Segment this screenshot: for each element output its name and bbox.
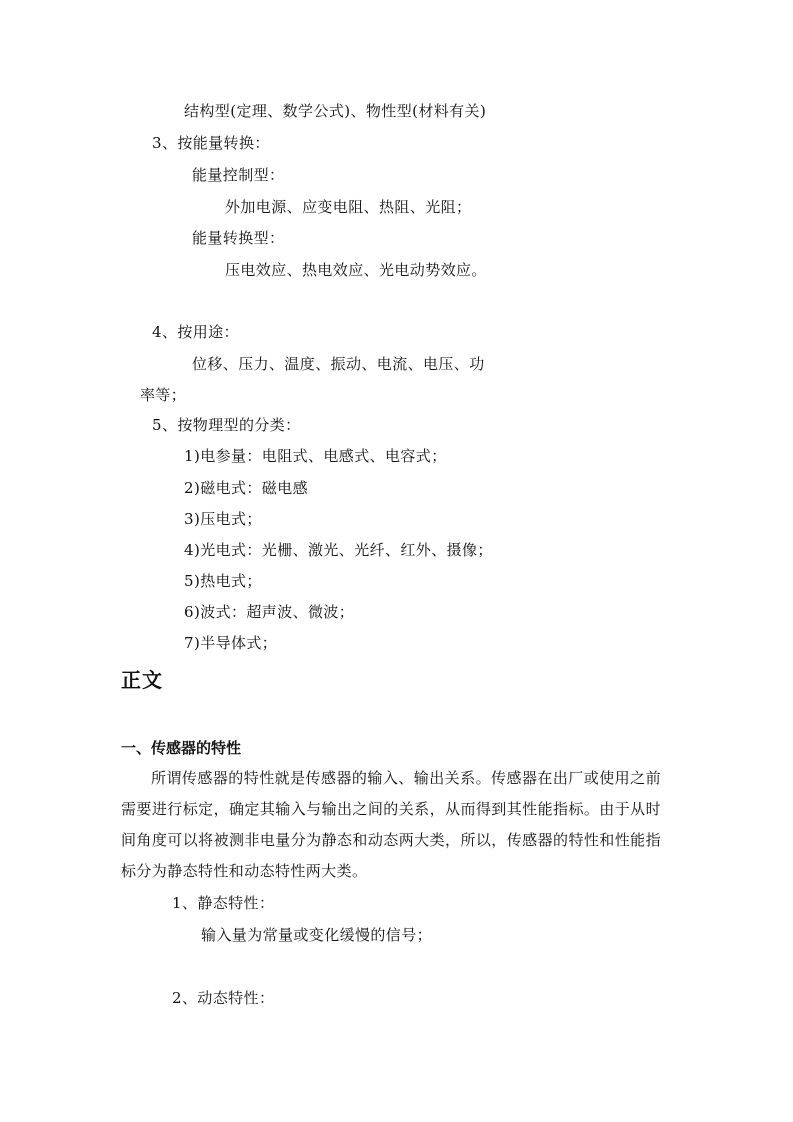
dynamic-characteristics-heading: 2、动态特性： xyxy=(172,989,275,1007)
energy-convert-label: 能量转换型： xyxy=(192,229,285,247)
use-items-line-2: 率等； xyxy=(140,386,187,404)
energy-control-label: 能量控制型： xyxy=(192,166,285,184)
static-characteristics-heading: 1、静态特性： xyxy=(172,894,275,912)
physics-item-2: 2)磁电式：磁电感 xyxy=(184,479,308,497)
section-title: 一、传感器的特性 xyxy=(121,739,242,757)
by-physics-heading: 5、按物理型的分类： xyxy=(152,416,301,434)
energy-conversion-heading: 3、按能量转换： xyxy=(152,134,270,152)
physics-item-7: 7)半导体式； xyxy=(184,634,278,652)
structural-type-line: 结构型(定理、数学公式)、物性型(材料有关) xyxy=(184,102,487,120)
physics-item-6: 6)波式：超声波、微波； xyxy=(184,603,355,621)
section-paragraph: 所谓传感器的特性就是传感器的输入、输出关系。传感器在出厂或使用之前需要进行标定，确定其输入与输出之间的关系，从而得到其性能指标。由于从时间角度可以将被测非电量分为静态和动态两大类，所以，传感器的特性和性能指标分为静态特性和动态特性两大类。 xyxy=(121,769,661,880)
energy-convert-items: 压电效应、热电效应、光电动势效应。 xyxy=(225,261,487,279)
physics-item-5: 5)热电式； xyxy=(184,572,262,590)
physics-item-3: 3)压电式； xyxy=(184,510,262,528)
by-use-heading: 4、按用途： xyxy=(152,323,239,341)
main-heading: 正文 xyxy=(121,668,163,692)
energy-control-items: 外加电源、应变电阻、热阻、光阻； xyxy=(225,198,472,216)
physics-item-1: 1)电参量：电阻式、电感式、电容式； xyxy=(184,447,447,465)
physics-item-4: 4)光电式：光栅、激光、光纤、红外、摄像； xyxy=(184,541,493,559)
static-characteristics-desc: 输入量为常量或变化缓慢的信号； xyxy=(201,926,433,944)
use-items-line-1: 位移、压力、温度、振动、电流、电压、功 xyxy=(192,355,485,373)
